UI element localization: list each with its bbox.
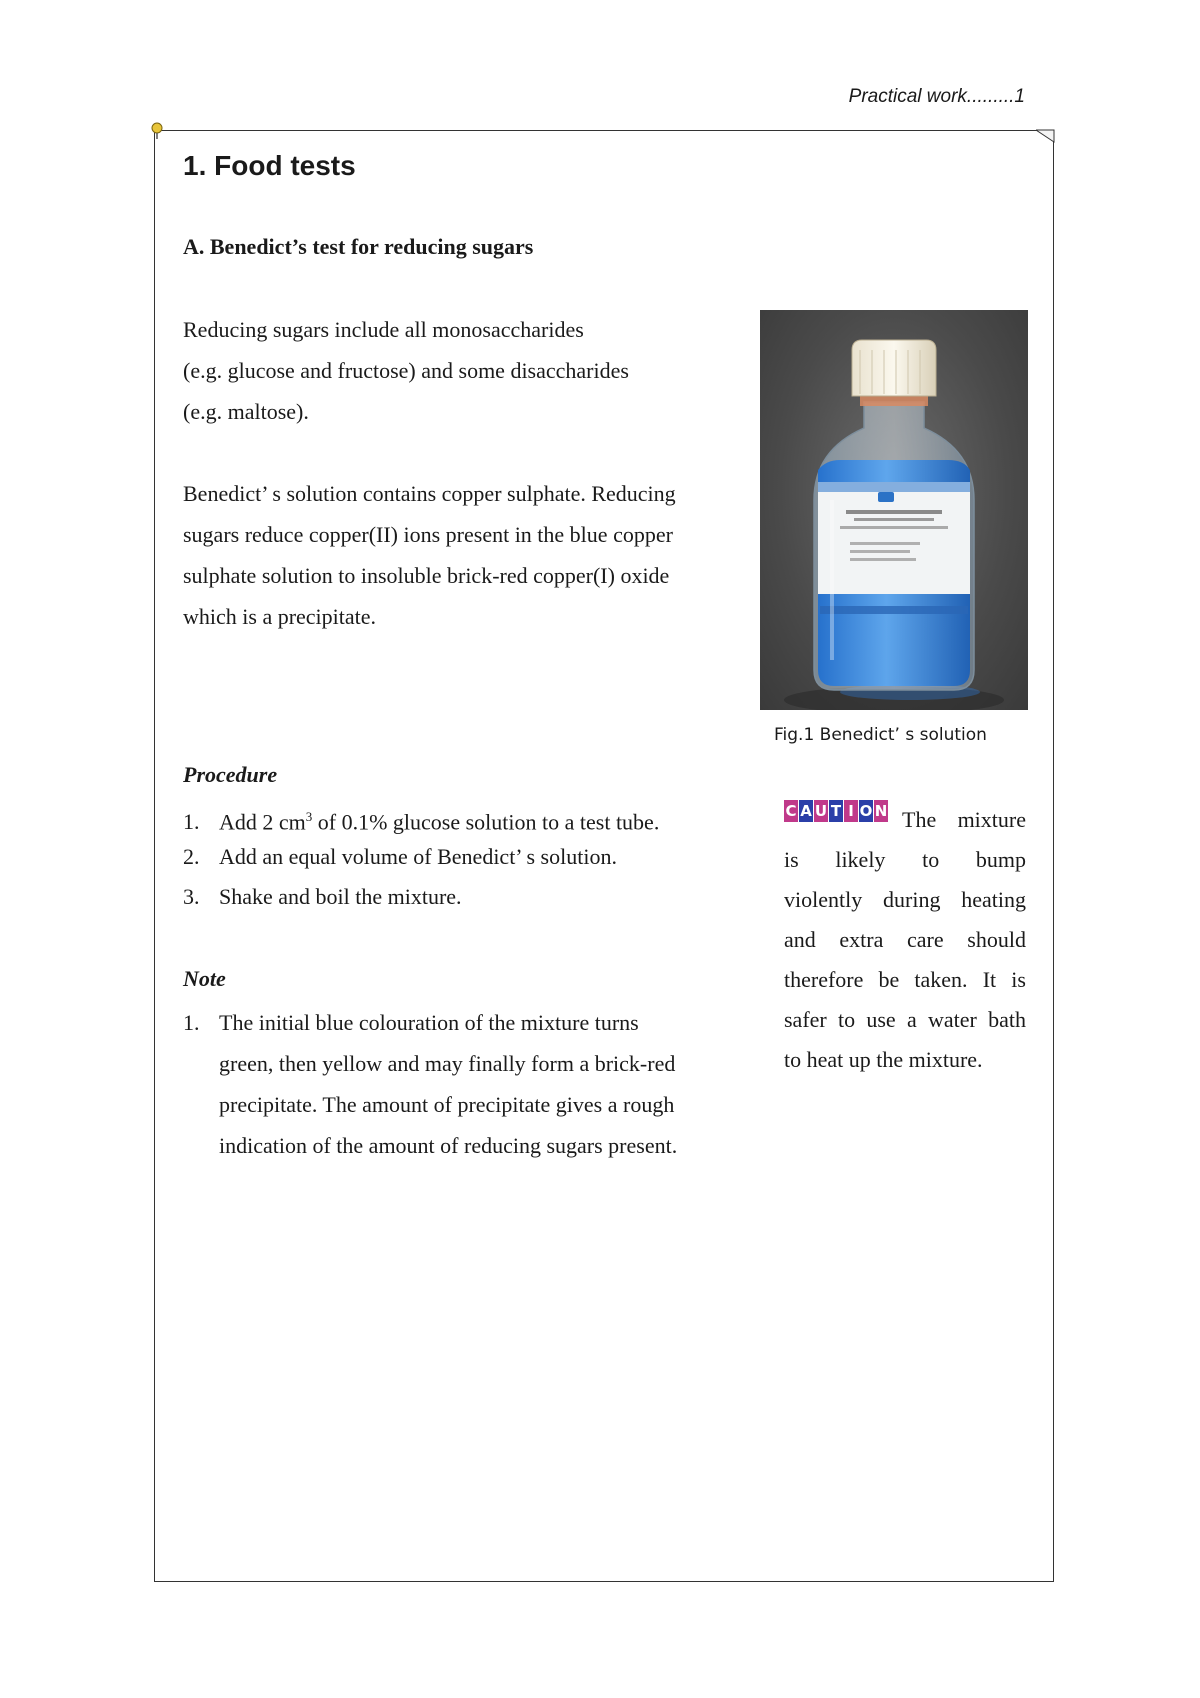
- step-number: 3.: [183, 884, 200, 909]
- caution-letter: O: [859, 802, 873, 820]
- caution-line: [784, 800, 1026, 840]
- step-number: 1.: [183, 809, 200, 835]
- caution-word: violently: [784, 887, 863, 912]
- text-line: (e.g. glucose and fructose) and some disaccharides: [183, 358, 629, 383]
- benedicts-solution-photo: [760, 310, 1028, 710]
- caution-lead: [784, 800, 936, 840]
- caution-word: It: [982, 967, 997, 992]
- intro-paragraph-1: [183, 309, 629, 432]
- caution-word: during: [883, 887, 941, 912]
- text-line: (e.g. maltose).: [183, 399, 309, 424]
- text-line: indication of the amount of reducing sugars present.: [219, 1133, 678, 1158]
- text-line: sulphate solution to insoluble brick-red copper(I) oxide: [183, 563, 670, 588]
- caution-word: to heat up the mixture.: [784, 1047, 983, 1072]
- caution-letter: U: [814, 802, 828, 820]
- note-heading: Note: [183, 966, 226, 991]
- caution-word: use: [866, 1007, 896, 1032]
- intro-paragraph-2: [183, 473, 676, 637]
- step-number: 2.: [183, 844, 200, 869]
- caution-word: to: [922, 847, 940, 872]
- caution-word: is: [784, 847, 799, 872]
- caution-letter: I: [844, 800, 858, 822]
- procedure-list: [183, 797, 659, 917]
- text-line: The initial blue colouration of the mixture turns: [219, 1010, 639, 1035]
- caution-letter: N: [874, 802, 888, 820]
- caution-word: heating: [961, 887, 1026, 912]
- caution-line: [784, 960, 1026, 1000]
- caution-line: [784, 1040, 1026, 1080]
- caution-line: [784, 920, 1026, 960]
- caution-line: [784, 840, 1026, 880]
- running-header: Practical work.........1: [848, 86, 1025, 107]
- list-item: [183, 877, 659, 917]
- list-item: [183, 837, 659, 877]
- list-item: [183, 1002, 677, 1166]
- caution-word: and: [784, 927, 816, 952]
- caution-word: care: [907, 927, 944, 952]
- figure-caption: Fig.1 Benedict’ s solution: [774, 725, 987, 745]
- procedure-heading: Procedure: [183, 762, 278, 787]
- caution-word: safer: [784, 1007, 827, 1032]
- caution-letter: C: [785, 802, 797, 820]
- bottle-icon: [760, 310, 1028, 710]
- caution-word: therefore: [784, 967, 864, 992]
- caution-word: be: [878, 967, 900, 992]
- caution-line: [784, 1000, 1026, 1040]
- caution-letter: T: [830, 802, 842, 820]
- superscript: 3: [305, 809, 313, 824]
- text-line: green, then yellow and may finally form a brick-red: [219, 1051, 676, 1076]
- subsection-title: A. Benedict’s test for reducing sugars: [183, 234, 534, 259]
- caution-word: to: [838, 1007, 856, 1032]
- text-line: sugars reduce copper(II) ions present in the blue copper: [183, 522, 673, 547]
- note-text: [219, 1002, 677, 1166]
- text-line: precipitate. The amount of precipitate gives a rough: [219, 1092, 675, 1117]
- text-line: Benedict’ s solution contains copper sulphate. Reducing: [183, 481, 676, 506]
- step-text: Add 2 cm: [219, 809, 306, 835]
- note-list: [183, 1002, 677, 1166]
- caution-word: bath: [988, 1007, 1026, 1032]
- caution-line: [784, 880, 1026, 920]
- caution-word: a: [906, 1007, 917, 1032]
- caution-word: taken.: [914, 967, 968, 992]
- caution-letter: A: [800, 802, 812, 820]
- caution-word: should: [967, 927, 1026, 952]
- page-fold-icon: [1036, 129, 1056, 143]
- step-text: Shake and boil the mixture.: [219, 884, 462, 909]
- caution-word: The: [902, 807, 937, 832]
- text-line: which is a precipitate.: [183, 604, 377, 629]
- caution-notice: [784, 800, 1026, 1080]
- caution-word: extra: [839, 927, 884, 952]
- list-item: [183, 797, 659, 837]
- caution-word: mixture: [957, 807, 1026, 832]
- note-number: 1.: [183, 1010, 200, 1035]
- step-text: of 0.1% glucose solution to a test tube.: [312, 809, 660, 835]
- caution-icon: [784, 800, 888, 840]
- pushpin-icon: [150, 122, 164, 140]
- text-line: Reducing sugars include all monosaccharides: [183, 317, 584, 342]
- caution-word: water: [927, 1007, 977, 1032]
- caution-word: likely: [835, 847, 886, 872]
- caution-word: is: [1011, 967, 1026, 992]
- section-title: 1. Food tests: [183, 150, 356, 181]
- caution-word: bump: [975, 847, 1026, 872]
- step-text: Add an equal volume of Benedict’ s solution.: [219, 844, 617, 869]
